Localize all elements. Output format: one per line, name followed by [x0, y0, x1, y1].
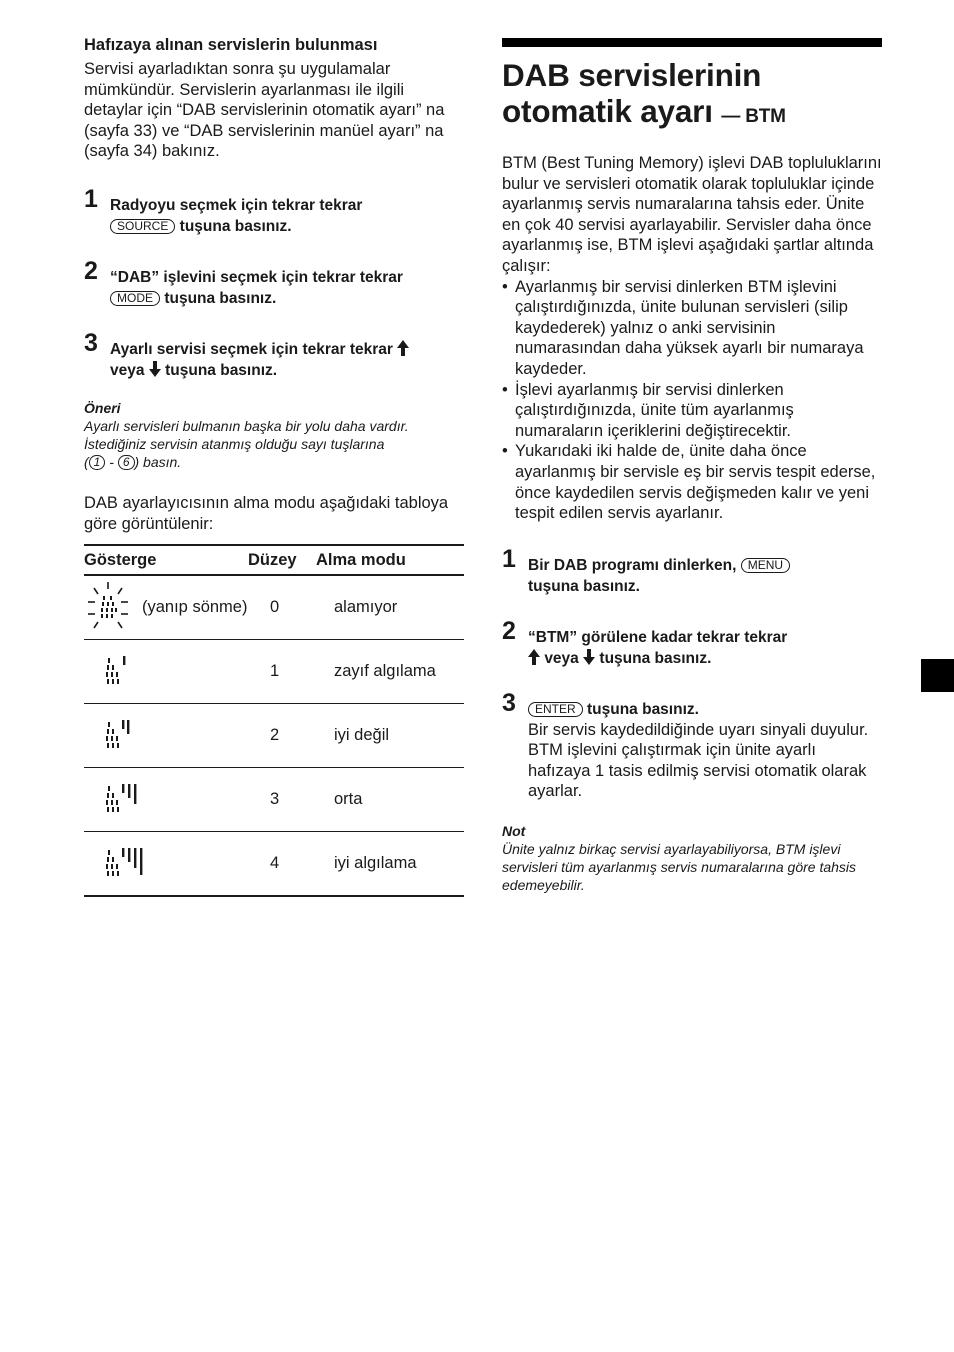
- title-line-1: DAB servislerinin: [502, 57, 762, 93]
- step-text: veya: [110, 361, 145, 379]
- menu-key: MENU: [741, 558, 790, 573]
- right-column: [502, 38, 882, 894]
- table-intro: DAB ayarlayıcısının alma modu aşağıdaki tabloya göre görüntülenir:: [84, 493, 449, 533]
- number-key-6: 6: [118, 455, 135, 470]
- up-arrow-icon: [528, 649, 540, 665]
- signal-level-1-icon: [104, 652, 164, 692]
- step-text: tuşuna basınız.: [586, 700, 699, 718]
- signal-level-2-icon: [104, 716, 164, 756]
- section-tab-marker: [921, 659, 954, 692]
- section-top-bar: [502, 38, 882, 47]
- step-detail: BTM işlevini çalıştırmak için ünite ayarlı hafızaya 1 tasis edilmiş servisi otomatik olarak ayarlar.: [528, 741, 867, 801]
- header-level: Düzey: [248, 550, 297, 569]
- step-text: tuşuna basınız.: [179, 217, 292, 235]
- enter-key: ENTER: [528, 702, 583, 717]
- section-intro: Servisi ayarladıktan sonra şu uygulamalar mümkündür. Servislerin ayarlanması ile ilgili detaylar için “DAB servislerinin otomatik ayarı” na (sayfa 33) ve “DAB servislerinin manüel ayarı” na (sayfa 34) bakınız.: [84, 60, 445, 161]
- mode-value: iyi algılama: [334, 832, 464, 897]
- left-column: [84, 36, 464, 897]
- title-suffix: — BTM: [721, 106, 786, 127]
- step-2: [502, 616, 882, 669]
- level-value: 1: [270, 640, 334, 704]
- blink-note: (yanıp sönme): [142, 598, 248, 617]
- step-text: “BTM” görülene kadar tekrar tekrar: [528, 628, 788, 646]
- source-key: SOURCE: [110, 219, 175, 234]
- tip-text: -: [105, 453, 118, 470]
- step-text: tuşuna basınız.: [528, 577, 640, 595]
- step-number: 3: [502, 688, 516, 717]
- signal-table: [84, 544, 464, 897]
- level-value: 2: [270, 704, 334, 768]
- level-value: 0: [270, 575, 334, 640]
- note-title: Not: [502, 823, 526, 840]
- step-number: 3: [84, 328, 98, 357]
- tip-text: Ayarlı servisleri bulmanın başka bir yolu daha vardır. İstediğiniz servisin atanmış olduğu sayı tuşlarına: [84, 417, 409, 452]
- note-body: Ünite yalnız birkaç servisi ayarlayabiliyorsa, BTM işlevi servisleri tüm ayarlanmış servis numaralarına göre tahsis edemeyebilir.: [502, 841, 857, 894]
- step-2: [84, 256, 464, 309]
- level-value: 3: [270, 768, 334, 832]
- down-arrow-icon: [149, 361, 161, 377]
- mode-key: MODE: [110, 291, 160, 306]
- condition-list: [502, 277, 882, 524]
- step-text: veya: [544, 649, 579, 667]
- step-text: tuşuna basınız.: [599, 649, 712, 667]
- btm-intro: BTM (Best Tuning Memory) işlevi DAB topluluklarını bulur ve servisleri otomatik olarak topluluklar içinde ayarlanmış servis numaralarına tahsis eder. Ünite en çok 40 servisi ayarlayabilir. Servisler daha önce ayarlanmış ise, BTM işlevi aşağıdaki şartlar altında çalışır:: [502, 154, 882, 275]
- table-header-row: [84, 545, 464, 575]
- down-arrow-icon: [583, 649, 595, 665]
- table-row: [84, 704, 464, 768]
- title-line-2: otomatik ayarı: [502, 93, 713, 129]
- header-mode: Alma modu: [316, 550, 406, 569]
- step-number: 2: [84, 256, 98, 285]
- table-row: [84, 575, 464, 640]
- table-row: [84, 768, 464, 832]
- signal-blinking-icon: [84, 580, 134, 636]
- number-key-1: 1: [89, 455, 106, 470]
- step-1: [502, 544, 882, 597]
- step-number: 2: [502, 616, 516, 645]
- step-number: 1: [84, 184, 98, 213]
- tip-text: (: [84, 453, 89, 470]
- mode-value: zayıf algılama: [334, 640, 464, 704]
- step-text: tuşuna basınız.: [164, 289, 277, 307]
- tip-title: Öneri: [84, 399, 121, 416]
- list-item: • Yukarıdaki iki halde de, ünite daha önce ayarlanmış bir servisle eş bir servis tespit ederse, önce kaydedilen servis değişmeden kalır ve yeni tespit edilen servis ayarlanır.: [502, 441, 882, 523]
- level-value: 4: [270, 832, 334, 897]
- step-3: [84, 328, 464, 381]
- table-row: [84, 832, 464, 897]
- step-text: Radyoyu seçmek için tekrar tekrar: [110, 196, 363, 214]
- signal-level-3-icon: [104, 780, 164, 820]
- step-text: Ayarlı servisi seçmek için tekrar tekrar: [110, 340, 393, 358]
- tip-body: [84, 417, 464, 471]
- signal-level-4-icon: [104, 844, 164, 884]
- step-detail: Bir servis kaydedildiğinde uyarı sinyali duyulur.: [528, 720, 869, 739]
- mode-value: alamıyor: [334, 575, 464, 640]
- list-item: • Ayarlanmış bir servisi dinlerken BTM işlevini çalıştırdığınızda, ünite bulunan servisleri (silip kaydederek) yalnız o anki servisinin numarasından daha yüksek ayarlı bir numaraya kaydeder.: [502, 277, 882, 380]
- section-heading: Hafızaya alınan servislerin bulunması: [84, 36, 378, 54]
- list-item: • İşlevi ayarlanmış bir servisi dinlerken çalıştırdığınızda, ünite tüm ayarlanmış numaraların içeriklerini değiştirecektir.: [502, 380, 882, 442]
- tip-text: ) basın.: [134, 453, 182, 470]
- mode-value: orta: [334, 768, 464, 832]
- header-indicator: Gösterge: [84, 545, 270, 575]
- step-text: “DAB” işlevini seçmek için tekrar tekrar: [110, 268, 403, 286]
- step-3: [502, 688, 882, 802]
- step-text: tuşuna basınız.: [165, 361, 278, 379]
- step-text: Bir DAB programı dinlerken,: [528, 556, 737, 574]
- note-box: [502, 822, 882, 894]
- mode-value: iyi değil: [334, 704, 464, 768]
- step-1: [84, 184, 464, 237]
- table-row: [84, 640, 464, 704]
- step-number: 1: [502, 544, 516, 573]
- tip-box: [84, 399, 464, 471]
- up-arrow-icon: [397, 340, 409, 356]
- page-title: [502, 57, 882, 135]
